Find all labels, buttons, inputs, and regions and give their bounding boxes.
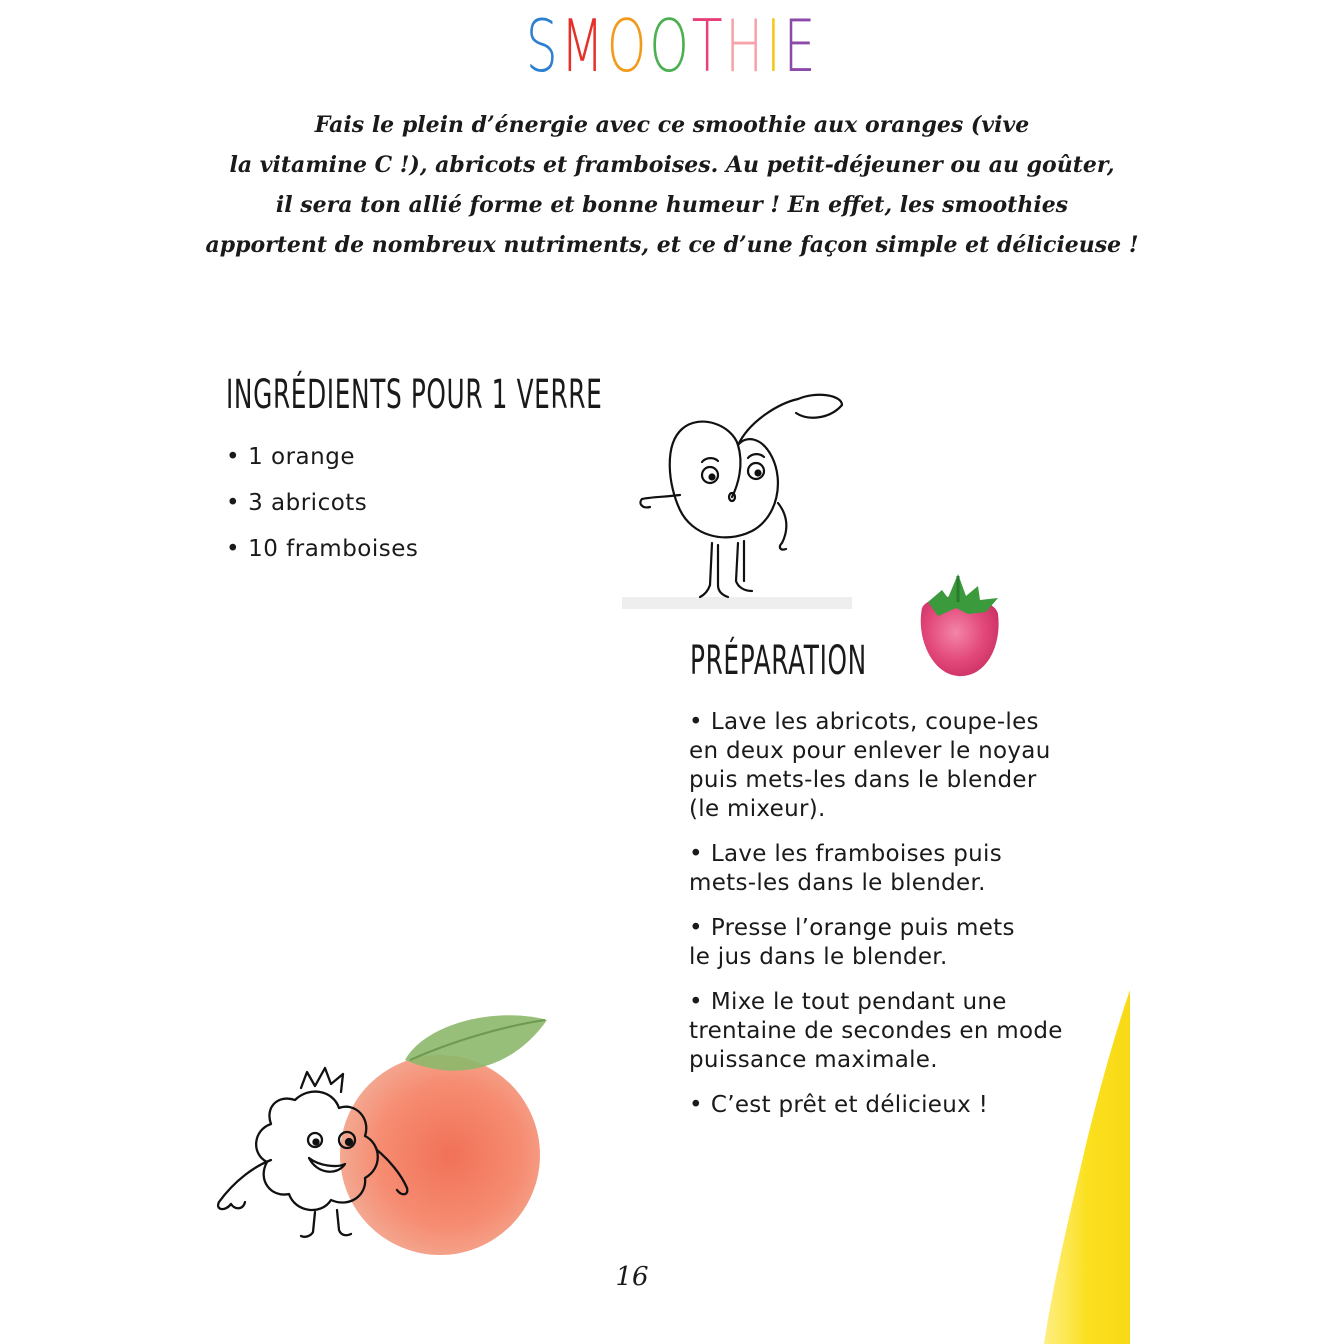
preparation-steps [689, 708, 1069, 1136]
step-text: Mixe le tout pendant une trentaine de secondes en mode puissance maximale. [689, 989, 1063, 1073]
intro-line: la vitamine C !), abricots et framboises. Au petit-déjeuner ou au goûter, [229, 152, 1115, 178]
step-text: Presse l’orange puis mets le jus dans le blender. [689, 915, 1015, 970]
intro-line: apportent de nombreux nutriments, et ce d’une façon simple et délicieuse ! [205, 232, 1139, 258]
title-letter: H [725, 4, 766, 88]
title-letter: O [649, 4, 692, 88]
title-letter: O [606, 4, 650, 88]
title-letter: E [783, 4, 819, 88]
page-title [202, 0, 1143, 92]
bullet: • [689, 989, 703, 1015]
preparation-step [689, 708, 1069, 824]
apricot-character-icon [620, 385, 860, 615]
raspberry-icon [908, 568, 1008, 683]
bullet: • [226, 444, 241, 470]
bullet: • [689, 841, 703, 867]
ingredient-label: 1 orange [248, 444, 355, 470]
preparation-step [689, 1091, 1069, 1120]
bullet: • [689, 1092, 703, 1118]
preparation-heading: PRÉPARATION [690, 638, 867, 684]
bullet: • [226, 490, 241, 516]
ingredients-list [226, 438, 418, 576]
ingredients-heading: INGRÉDIENTS POUR 1 VERRE [226, 372, 603, 418]
apricot-raspberry-icon [205, 990, 565, 1255]
preparation-step [689, 840, 1069, 898]
preparation-step [689, 988, 1069, 1075]
bullet: • [226, 536, 241, 562]
step-text: Lave les framboises puis mets-les dans le blender. [689, 841, 1002, 896]
ingredient-item [226, 484, 418, 530]
ingredient-label: 3 abricots [248, 490, 368, 516]
title-letter: M [560, 4, 607, 88]
bullet: • [689, 915, 703, 941]
step-text: Lave les abricots, coupe-les en deux pour enlever le noyau puis mets-les dans le blender (le mixeur). [689, 709, 1051, 822]
ingredient-item [226, 530, 418, 576]
title-letter: I [765, 4, 784, 88]
preparation-step [689, 914, 1069, 972]
intro-line: il sera ton allié forme et bonne humeur ! En effet, les smoothies [275, 192, 1069, 218]
intro-line: Fais le plein d’énergie avec ce smoothie aux oranges (vive [314, 112, 1030, 138]
title-letter: T [691, 4, 726, 88]
intro-paragraph [200, 105, 1144, 265]
ingredient-label: 10 framboises [248, 536, 419, 562]
title-letter: S [525, 4, 561, 88]
step-text: C’est prêt et délicieux ! [710, 1092, 989, 1118]
bullet: • [689, 709, 703, 735]
page-number: 16 [615, 1262, 649, 1292]
ingredient-item [226, 438, 418, 484]
